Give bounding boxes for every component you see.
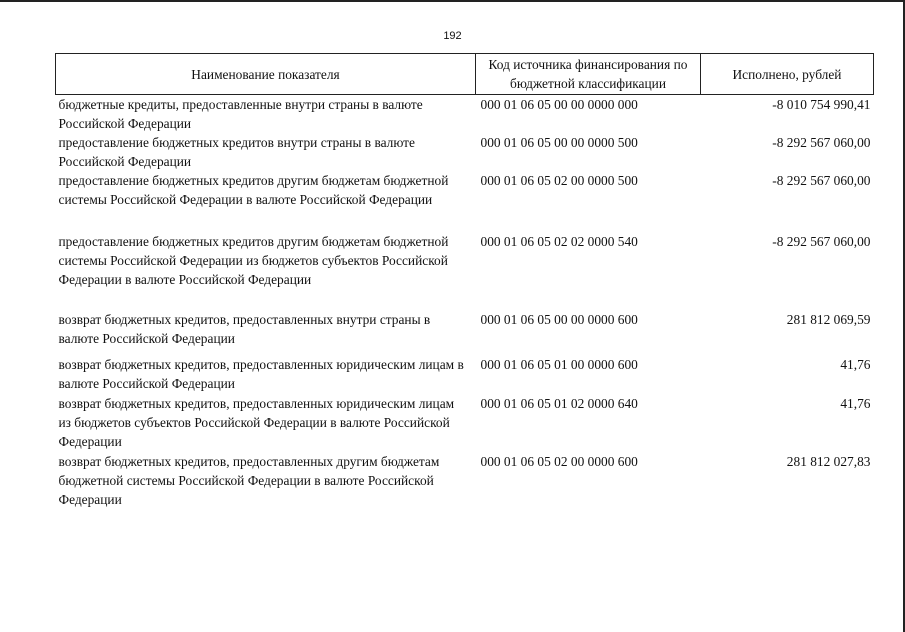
table-row xyxy=(56,355,874,394)
header-source-code: Код источника финансирования по бюджетной классификации xyxy=(476,54,701,95)
indicator-name-cell: бюджетные кредиты, предоставленные внутри страны в валюте Российской Федерации xyxy=(58,97,423,131)
header-indicator-name: Наименование показателя xyxy=(56,54,476,95)
page-top-border xyxy=(0,0,905,2)
table-row xyxy=(56,394,874,452)
indicator-name-cell: предоставление бюджетных кредитов другим бюджетам бюджетной системы Российской Федерации из бюджетов субъектов Российской Федерации в валюте Российской Федерации xyxy=(58,234,449,287)
executed-amount-cell: -8 010 754 990,41 xyxy=(772,97,871,112)
table-header-row xyxy=(56,54,874,95)
indicator-name-cell: предоставление бюджетных кредитов внутри страны в валюте Российской Федерации xyxy=(58,135,415,169)
indicator-name-cell: возврат бюджетных кредитов, предоставленных внутри страны в валюте Российской Федерации xyxy=(58,312,431,346)
source-code-cell: 000 01 06 05 00 00 0000 600 xyxy=(480,312,638,327)
executed-amount-cell: -8 292 567 060,00 xyxy=(772,234,871,249)
table-row xyxy=(56,171,874,232)
indicator-name-cell: возврат бюджетных кредитов, предоставленных юридическим лицам в валюте Российской Федерации xyxy=(58,357,464,391)
executed-amount-cell: 281 812 069,59 xyxy=(786,312,871,327)
executed-amount-cell: 281 812 027,83 xyxy=(786,454,871,469)
executed-amount-cell: 41,76 xyxy=(840,357,871,372)
table-row xyxy=(56,95,874,134)
source-code-cell: 000 01 06 05 02 02 0000 540 xyxy=(480,234,638,249)
executed-amount-cell: -8 292 567 060,00 xyxy=(772,173,871,188)
table-row xyxy=(56,133,874,171)
table-row xyxy=(56,452,874,509)
table-row xyxy=(56,310,874,355)
executed-amount-cell: 41,76 xyxy=(840,396,871,411)
source-code-cell: 000 01 06 05 02 00 0000 500 xyxy=(480,173,638,188)
table-row xyxy=(56,232,874,310)
executed-amount-cell: -8 292 567 060,00 xyxy=(772,135,871,150)
source-code-cell: 000 01 06 05 00 00 0000 000 xyxy=(480,97,638,112)
page-number: 192 xyxy=(443,30,462,42)
source-code-cell: 000 01 06 05 01 00 0000 600 xyxy=(480,357,638,372)
indicator-name-cell: возврат бюджетных кредитов, предоставленных другим бюджетам бюджетной системы Российской Федерации в валюте Российской Федерации xyxy=(58,454,440,507)
source-code-cell: 000 01 06 05 02 00 0000 600 xyxy=(480,454,638,469)
source-code-cell: 000 01 06 05 01 02 0000 640 xyxy=(480,396,638,411)
budget-sources-table xyxy=(55,53,874,509)
source-code-cell: 000 01 06 05 00 00 0000 500 xyxy=(480,135,638,150)
indicator-name-cell: предоставление бюджетных кредитов другим бюджетам бюджетной системы Российской Федерации в валюте Российской Федерации xyxy=(58,173,449,207)
header-executed-amount: Исполнено, рублей xyxy=(701,54,874,95)
indicator-name-cell: возврат бюджетных кредитов, предоставленных юридическим лицам из бюджетов субъектов Российской Федерации в валюте Российской Федерации xyxy=(58,396,455,449)
